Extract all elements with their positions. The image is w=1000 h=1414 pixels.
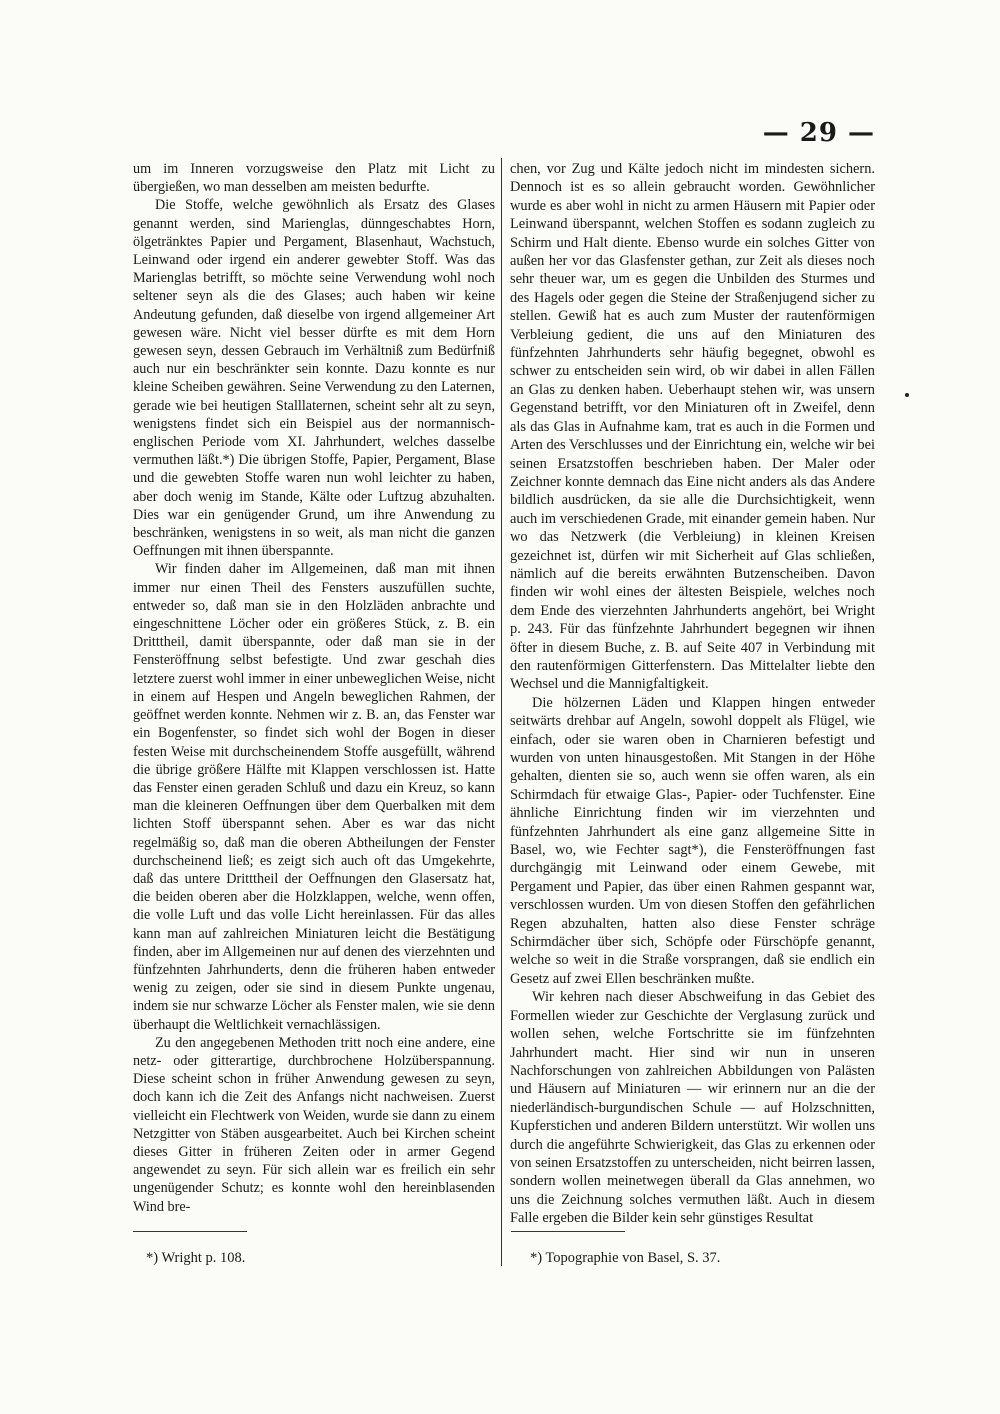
- right-text-column: [510, 160, 875, 1228]
- footnote-left: *) Wright p. 108.: [146, 1250, 246, 1266]
- paragraph: um im Inneren vorzugsweise den Platz mit Licht zu übergießen, wo man desselben am meisten bedurfte.: [133, 161, 495, 196]
- paragraph: Die Stoffe, welche gewöhnlich als Ersatz des Glases genannt werden, sind Marienglas, dünngeschabtes Horn, ölgetränktes Papier und Pergament, Blasenhaut, Wachstuch, Leinwand oder irgend ein anderer gewebter Stoff. Was das Marienglas betrifft, so möchte seine Verwendung wohl noch seltener seyn als die des Glases; auch haben wir keine Andeutung gefunden, daß dieselbe von irgend allgemeiner Art gewesen wäre. Nicht viel besser dürfte es mit dem Horn gewesen seyn, dessen Gebrauch im Verhältniß zum Bedürfniß auch nur ein beschränkter sein konnte. Dazu konnte es nur kleine Scheiben gewähren. Seine Verwendung zu den Laternen, gerade wie bei heutigen Stalllaternen, scheint sehr alt zu seyn, wenigstens findet sich ein Beispiel aus der normannisch-englischen Periode vom XI. Jahrhundert, welches dasselbe vermuthen läßt.*) Die übrigen Stoffe, Papier, Pergament, Blase und die gewebten Stoffe waren nun wohl leichter zu haben, aber doch wenig im Stande, Kälte oder Luftzug abzuhalten. Dies war ein genügender Grund, um ihre Anwendung zu beschränken, wenigstens in so weit, als man nicht die ganzen Oeffnungen mit ihnen überspannte.: [133, 197, 495, 560]
- paragraph: Zu den angegebenen Methoden tritt noch eine andere, eine netz- oder gitterartige, durchbrochene Holzüberspannung. Diese scheint schon in früher Anwendung gewesen zu seyn, doch kann ich die Zeit des Anfangs nicht nachweisen. Zuerst vielleicht ein Flechtwerk von Weiden, wurde sie dann zu einem Netzgitter von Stäben ausgearbeitet. Auch bei Kirchen scheint dieses Gitter in früheren Zeiten oder in armer Gegend angewendet zu seyn. Für sich allein war es freilich ein sehr ungenügender Schutz; es konnte wohl den hereinblasenden Wind bre-: [133, 1034, 495, 1215]
- paragraph: Die hölzernen Läden und Klappen hingen entweder seitwärts drehbar auf Angeln, sowohl doppelt als Flügel, wie einfach, oder sie waren oben in Charnieren befestigt und wurden von unten hinausgestoßen. Mit Stangen in der Höhe gehalten, dienten sie so, auch wenn sie offen waren, als ein Schirmdach für etwaige Glas-, Papier- oder Tuchfenster. Eine ähnliche Einrichtung finden wir im vierzehnten und fünfzehnten Jahrhundert als eine ganz allgemeine Sitte in Basel, wo, wie Fechter sagt*), die Fensteröffnungen fast durchgängig mit Leinwand oder einem Gewebe, mit Pergament und Papier, das über einen Rahmen gespannt war, verschlossen wurden. Um von diesen Stoffen den gefährlichen Regen abzuhalten, hatten also diese Fenster schräge Schirmdächer über sich, Schöpfe oder Fürschöpfe genannt, welche so weit in die Straße vorsprangen, daß sie endlich ein Gesetz auf zwei Ellen beschränken mußte.: [510, 694, 875, 987]
- footnote-rule: [511, 1231, 625, 1232]
- page-number: — 29 —: [762, 118, 875, 148]
- paragraph: chen, vor Zug und Kälte jedoch nicht im mindesten sichern. Dennoch ist es so allein gebraucht worden. Gewöhnlicher wurde es aber wohl in nicht zu armen Häusern mit Papier oder Leinwand überspannt, welchen Stoffen es sodann zugleich zu Schirm und Halt diente. Ebenso wurde ein solches Gitter von außen her vor das Glasfenster gethan, zur Zeit als dieses noch sehr theuer war, um es gegen die Unbilden des Sturmes und des Hagels oder gegen die Steine der Straßenjugend sicher zu stellen. Gewiß hat es auch zum Muster der rautenförmigen Verbleiung gedient, die uns auf den Miniaturen des fünfzehnten Jahrhunderts sehr häufig begegnet, obwohl es schwer zu entscheiden sein wird, ob wir dabei in allen Fällen an Glas zu denken haben. Ueberhaupt stehen wir, was unsern Gegenstand betrifft, vor den Miniaturen oft in Zweifel, denn als das Glas in Aufnahme kam, trat es auch in die Formen und Arten des Verschlusses und der Einrichtung ein, welche wir bei seinen Ersatzstoffen beschrieben haben. Der Maler oder Zeichner konnte demnach das Eine nicht anders als das Andere bildlich ausdrücken, da sie alle die Durchsichtigkeit, wenn auch im verschiedenen Grade, mit einander gemein haben. Nur wo das Netzwerk (die Verbleiung) in kleinen Kreisen gezeichnet ist, dürfen wir mit Sicherheit auf Glas schließen, nämlich auf die bereits erwähnten Butzenscheiben. Davon finden wir wohl eines der ältesten Beispiele, welches noch dem Ende des vierzehnten Jahrhunderts angehört, bei Wright p. 243. Für das fünfzehnte Jahrhundert begegnen wir ihnen öfter in diesem Buche, z. B. auf Seite 407 in Verbindung mit den rautenförmigen Gitterfenstern. Das Mittelalter liebte den Wechsel und die Mannigfaltigkeit.: [510, 161, 875, 693]
- footnote-rule: [133, 1231, 247, 1232]
- footnote-right: *) Topographie von Basel, S. 37.: [530, 1250, 721, 1266]
- column-divider: [501, 158, 502, 1266]
- paragraph: Wir finden daher im Allgemeinen, daß man mit ihnen immer nur einen Theil des Fensters auszufüllen suchte, entweder so, daß man sie in den Holzläden anbrachte und eingeschnittene Löcher oder ein größeres Stück, z. B. ein Dritttheil, damit überspannte, oder daß man sie in der Fensteröffnung selbst befestigte. Und zwar geschah dies letztere zuerst wohl immer in einer unbeweglichen Weise, nicht in einem auf Hespen und Angeln beweglichen Rahmen, der geöffnet werden konnte. Nehmen wir z. B. an, das Fenster war ein Bogenfenster, so findet sich wohl der Bogen in dieser festen Weise mit durchscheinendem Stoffe ausgefüllt, während die übrige größere Hälfte mit Klappen verschlossen ist. Hatte das Fenster einen geraden Schluß und dazu ein Kreuz, so kann man die kleineren Oeffnungen über dem Querbalken mit dem lichten Stoff überspannt sehen. Aber es war das nicht regelmäßig so, daß man die oberen Abtheilungen der Fenster durchscheinend ließ; es zeigt sich auch oft das Umgekehrte, daß das untere Dritttheil der Oeffnungen den Glasersatz hat, die beiden oberen aber die Holzklappen, welche, wenn offen, die volle Luft und das volle Licht hereinlassen. Für das alles kann man auf zahlreichen Miniaturen leicht die Bestätigung finden, aber im Allgemeinen nur auf denen des vierzehnten und fünfzehnten Jahrhunderts, denn die früheren haben entweder wenig zu zeigen, oder sie sind in diesem Punkte ungenau, indem sie nur schwarze Löcher als Fenster malen, wie sie denn überhaupt die Weltlichkeit vernachlässigen.: [133, 561, 495, 1033]
- paragraph: Wir kehren nach dieser Abschweifung in das Gebiet des Formellen wieder zur Geschichte der Verglasung zurück und wollen sehen, welche Fortschritte sie im fünfzehnten Jahrhundert macht. Hier sind wir nun in unseren Nachforschungen von zahlreichen Abbildungen von Palästen und Häusern auf Miniaturen — wir erinnern nur an die der niederländisch-burgundischen Schule — auf Holzschnitten, Kupferstichen und anderen Bildern unterstützt. Wir wollen uns durch die angeführte Schwierigkeit, das Glas zu erkennen oder von seinen Ersatzstoffen zu unterscheiden, nicht beirren lassen, sondern wollen meinetwegen überall da Glas annehmen, wo uns die Zeichnung solches vermuthen läßt. Auch in diesem Falle ergeben die Bilder kein sehr günstiges Resultat: [510, 989, 875, 1227]
- left-text-column: [133, 160, 495, 1216]
- ink-speck: [905, 393, 909, 397]
